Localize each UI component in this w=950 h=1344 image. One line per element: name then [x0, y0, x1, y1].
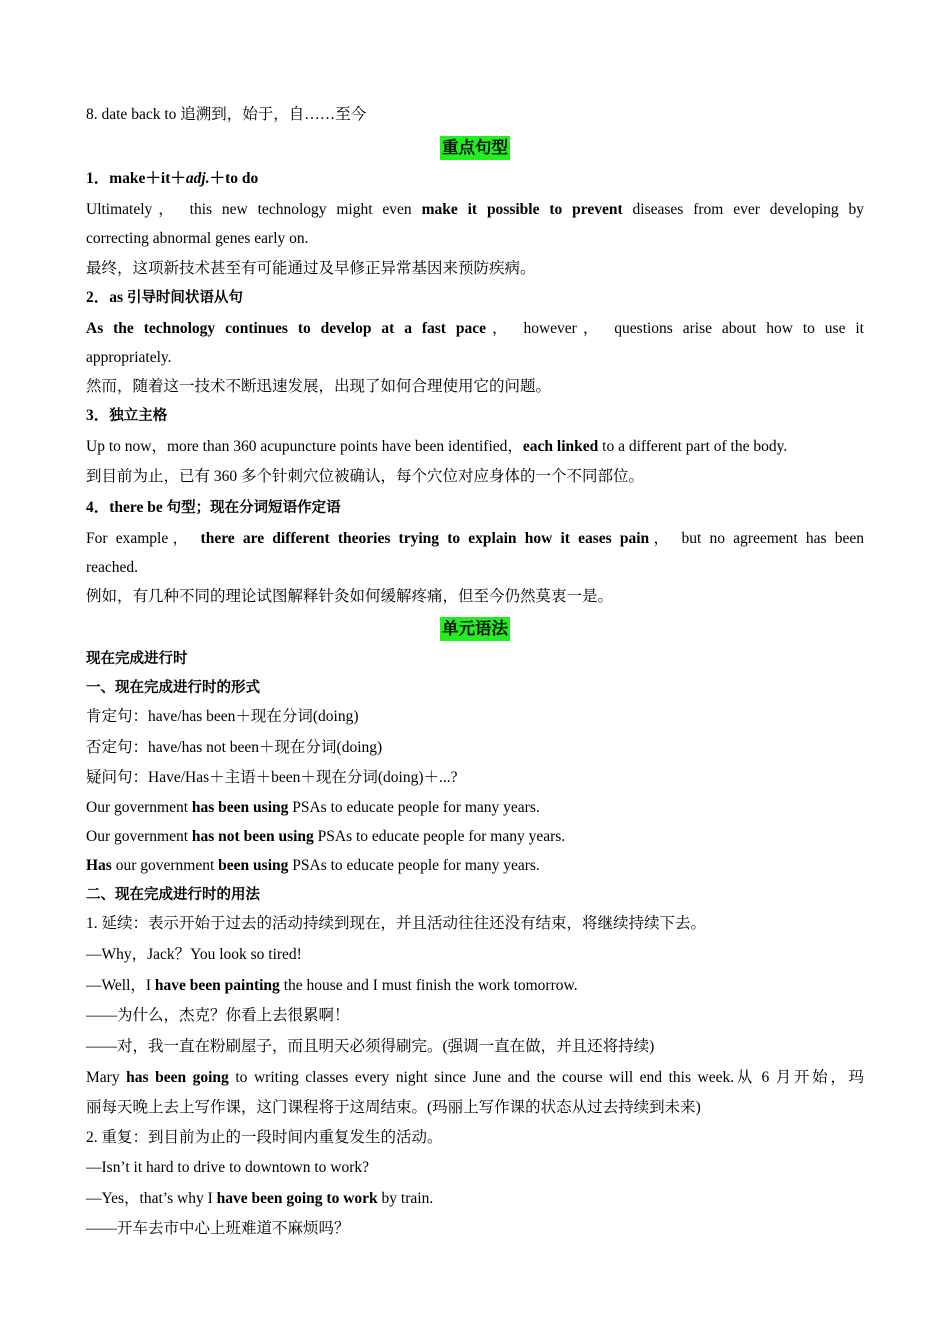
pattern-3-heading: 3．独立主格 [86, 407, 168, 424]
usage-1-example-cont: 丽每天晚上去上写作课，这门课程将于这周结束。(玛丽上写作课的状态从过去持续到未来) [86, 1099, 701, 1116]
usage-1-dialog-1: —Why，Jack？You look so tired! [86, 946, 302, 963]
grammar-topic: 现在完成进行时 [86, 651, 188, 667]
usage-1-example: Mary has been going to writing classes every night since June and the course will end this week.从 6 月开始，玛 [86, 1069, 864, 1086]
heading-highlight: 重点句型 [440, 136, 510, 160]
pattern-4-translation: 例如，有几种不同的理论试图解释针灸如何缓解疼痛，但至今仍然莫衷一是。 [86, 588, 614, 605]
pattern-4-example-cont: reached. [86, 559, 139, 576]
grammar-form-heading: 一、现在完成进行时的形式 [86, 680, 260, 696]
usage-2-dialog-2: —Yes，that’s why I have been going to work by train. [86, 1190, 434, 1207]
section-heading-key-sentences [86, 136, 864, 160]
pattern-2-heading: 2．as 引导时间状语从句 [86, 289, 243, 306]
pattern-1-translation: 最终，这项新技术甚至有可能通过及早修正异常基因来预防疾病。 [86, 260, 536, 277]
pattern-2-example: As the technology continues to develop at a fast pace， however， questions arise about how to use it [86, 320, 864, 337]
usage-2-dialog-zh-1: ——开车去市中心上班难道不麻烦吗？ [86, 1220, 350, 1237]
form-question: 疑问句：Have/Has＋主语＋been＋现在分词(doing)＋...? [86, 769, 458, 786]
pattern-text: make＋it＋ [109, 170, 186, 187]
pattern-1-example-cont: correcting abnormal genes early on. [86, 230, 309, 247]
grammar-usage-heading: 二、现在完成进行时的用法 [86, 887, 260, 903]
form-example-2: Our government has not been using PSAs to educate people for many years. [86, 828, 566, 845]
heading-highlight: 单元语法 [440, 617, 510, 641]
pattern-number: 1． [86, 170, 110, 187]
form-affirmative: 肯定句：have/has been＋现在分词(doing) [86, 708, 359, 725]
pattern-4-example: For example， there are different theories trying to explain how it eases pain， but no agreement has been [86, 530, 864, 547]
pattern-1-heading [86, 168, 864, 190]
form-example-3: Has our government been using PSAs to educate people for many years. [86, 857, 540, 874]
vocab-item-8: 8. date back to 追溯到，始于，自……至今 [86, 106, 367, 123]
usage-1-title: 1. 延续：表示开始于过去的活动持续到现在，并且活动往往还没有结束，将继续持续下去。 [86, 915, 707, 932]
usage-1-dialog-zh-2: ——对，我一直在粉刷屋子，而且明天必须得刷完。(强调一直在做，并且还将持续) [86, 1038, 655, 1055]
usage-1-dialog-zh-1: ——为什么，杰克？你看上去很累啊！ [86, 1007, 350, 1024]
form-negative: 否定句：have/has not been＋现在分词(doing) [86, 739, 383, 756]
section-heading-grammar [86, 617, 864, 641]
pattern-2-translation: 然而，随着这一技术不断迅速发展，出现了如何合理使用它的问题。 [86, 378, 552, 395]
pattern-text: ＋to do [209, 170, 259, 187]
usage-2-dialog-1: —Isn’t it hard to drive to downtown to work? [86, 1159, 369, 1176]
pattern-2-example-cont: appropriately. [86, 349, 172, 366]
pattern-3-translation: 到目前为止，已有 360 多个针刺穴位被确认，每个穴位对应身体的一个不同部位。 [86, 468, 645, 485]
pattern-adj: adj. [185, 170, 210, 187]
usage-1-dialog-2: —Well，I have been painting the house and I must finish the work tomorrow. [86, 977, 578, 994]
form-example-1: Our government has been using PSAs to educate people for many years. [86, 799, 540, 816]
pattern-3-example: Up to now，more than 360 acupuncture points have been identified，each linked to a different part of the body. [86, 438, 788, 455]
pattern-4-heading: 4．there be 句型；现在分词短语作定语 [86, 499, 341, 516]
pattern-1-example: Ultimately， this new technology might even make it possible to prevent diseases from ever developing by [86, 201, 865, 218]
usage-2-title: 2. 重复：到目前为止的一段时间内重复发生的活动。 [86, 1129, 443, 1146]
